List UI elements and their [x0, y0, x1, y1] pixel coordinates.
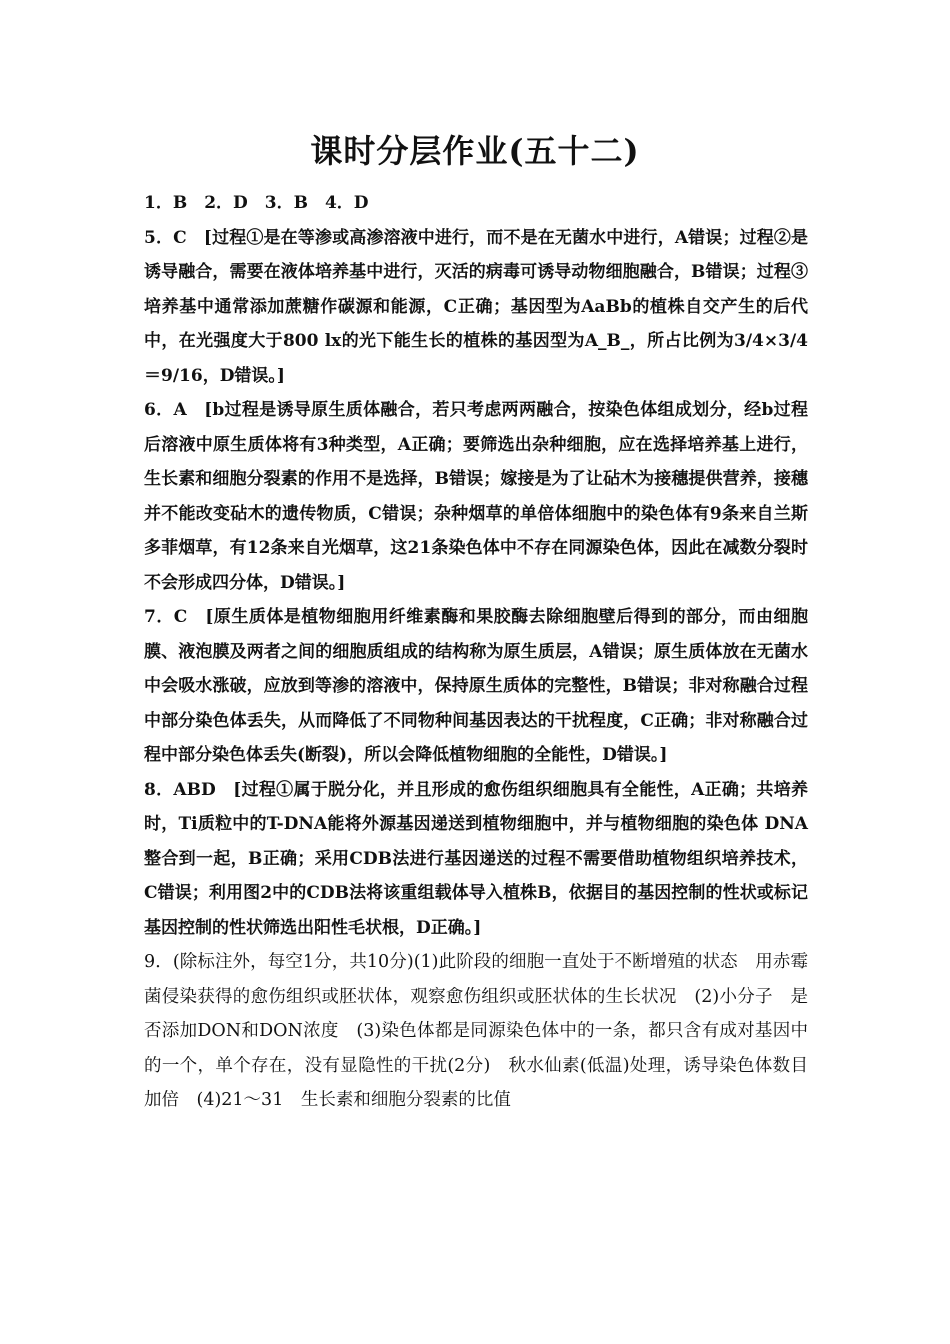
- answer-8: 8．ABD [过程①属于脱分化，并且形成的愈伤组织细胞具有全能性，A正确；共培养时，Ti质粒中的T-DNA能将外源基因递送到植物细胞中，并与植物细胞的染色体 DNA整合到一起，B正确；采用CDB法进行基因递送的过程不需要借助植物组织培养技术，C错误；利用图2中的CDB法将该重组载体导入植株B，依据目的基因控制的性状或标记基因控制的性状筛选出阳性毛状根，D正确。]: [144, 779, 808, 938]
- answer-list: [144, 186, 808, 1118]
- page-title: 课时分层作业(五十二): [310, 132, 640, 170]
- answer-9: 9．(除标注外，每空1分，共10分)(1)此阶段的细胞一直处于不断增殖的状态 用赤霉菌侵染获得的愈伤组织或胚状体，观察愈伤组织或胚状体的生长状况 (2)小分子 是否添加DON和DON浓度 (3)染色体都是同源染色体中的一条，都只含有成对基因中的一个，单个存在，没有显隐性的干扰(2分) 秋水仙素(低温)处理，诱导染色体数目加倍 (4)21～31 生长素和细胞分裂素的比值: [144, 952, 808, 1110]
- answer-1-4: 1．B 2．D 3．B 4．D: [144, 193, 369, 213]
- answer-7: 7．C [原生质体是植物细胞用纤维素酶和果胶酶去除细胞壁后得到的部分，而由细胞膜、液泡膜及两者之间的细胞质组成的结构称为原生质层，A错误；原生质体放在无菌水中会吸水涨破，应放到等渗的溶液中，保持原生质体的完整性，B错误；非对称融合过程中部分染色体丢失，从而降低了不同物种间基因表达的干扰程度，C正确；非对称融合过程中部分染色体丢失(断裂)，所以会降低植物细胞的全能性，D错误。]: [144, 607, 808, 765]
- answer-6: 6．A [b过程是诱导原生质体融合，若只考虑两两融合，按染色体组成划分，经b过程后溶液中原生质体将有3种类型，A正确；要筛选出杂种细胞，应在选择培养基上进行，生长素和细胞分裂素的作用不是选择，B错误；嫁接是为了让砧木为接穗提供营养，接穗并不能改变砧木的遗传物质，C错误；杂种烟草的单倍体细胞中的染色体有9条来自兰斯多菲烟草，有12条来自光烟草，这21条染色体中不存在同源染色体，因此在减数分裂时不会形成四分体，D错误。]: [144, 400, 808, 593]
- answer-5: 5．C [过程①是在等渗或高渗溶液中进行，而不是在无菌水中进行，A错误；过程②是诱导融合，需要在液体培养基中进行，灭活的病毒可诱导动物细胞融合，B错误；过程③培养基中通常添加蔗糖作碳源和能源，C正确；基因型为AaBb的植株自交产生的后代中，在光强度大于800 lx的光下能生长的植株的基因型为A_B_，所占比例为3/4×3/4＝9/16，D错误。]: [144, 227, 808, 386]
